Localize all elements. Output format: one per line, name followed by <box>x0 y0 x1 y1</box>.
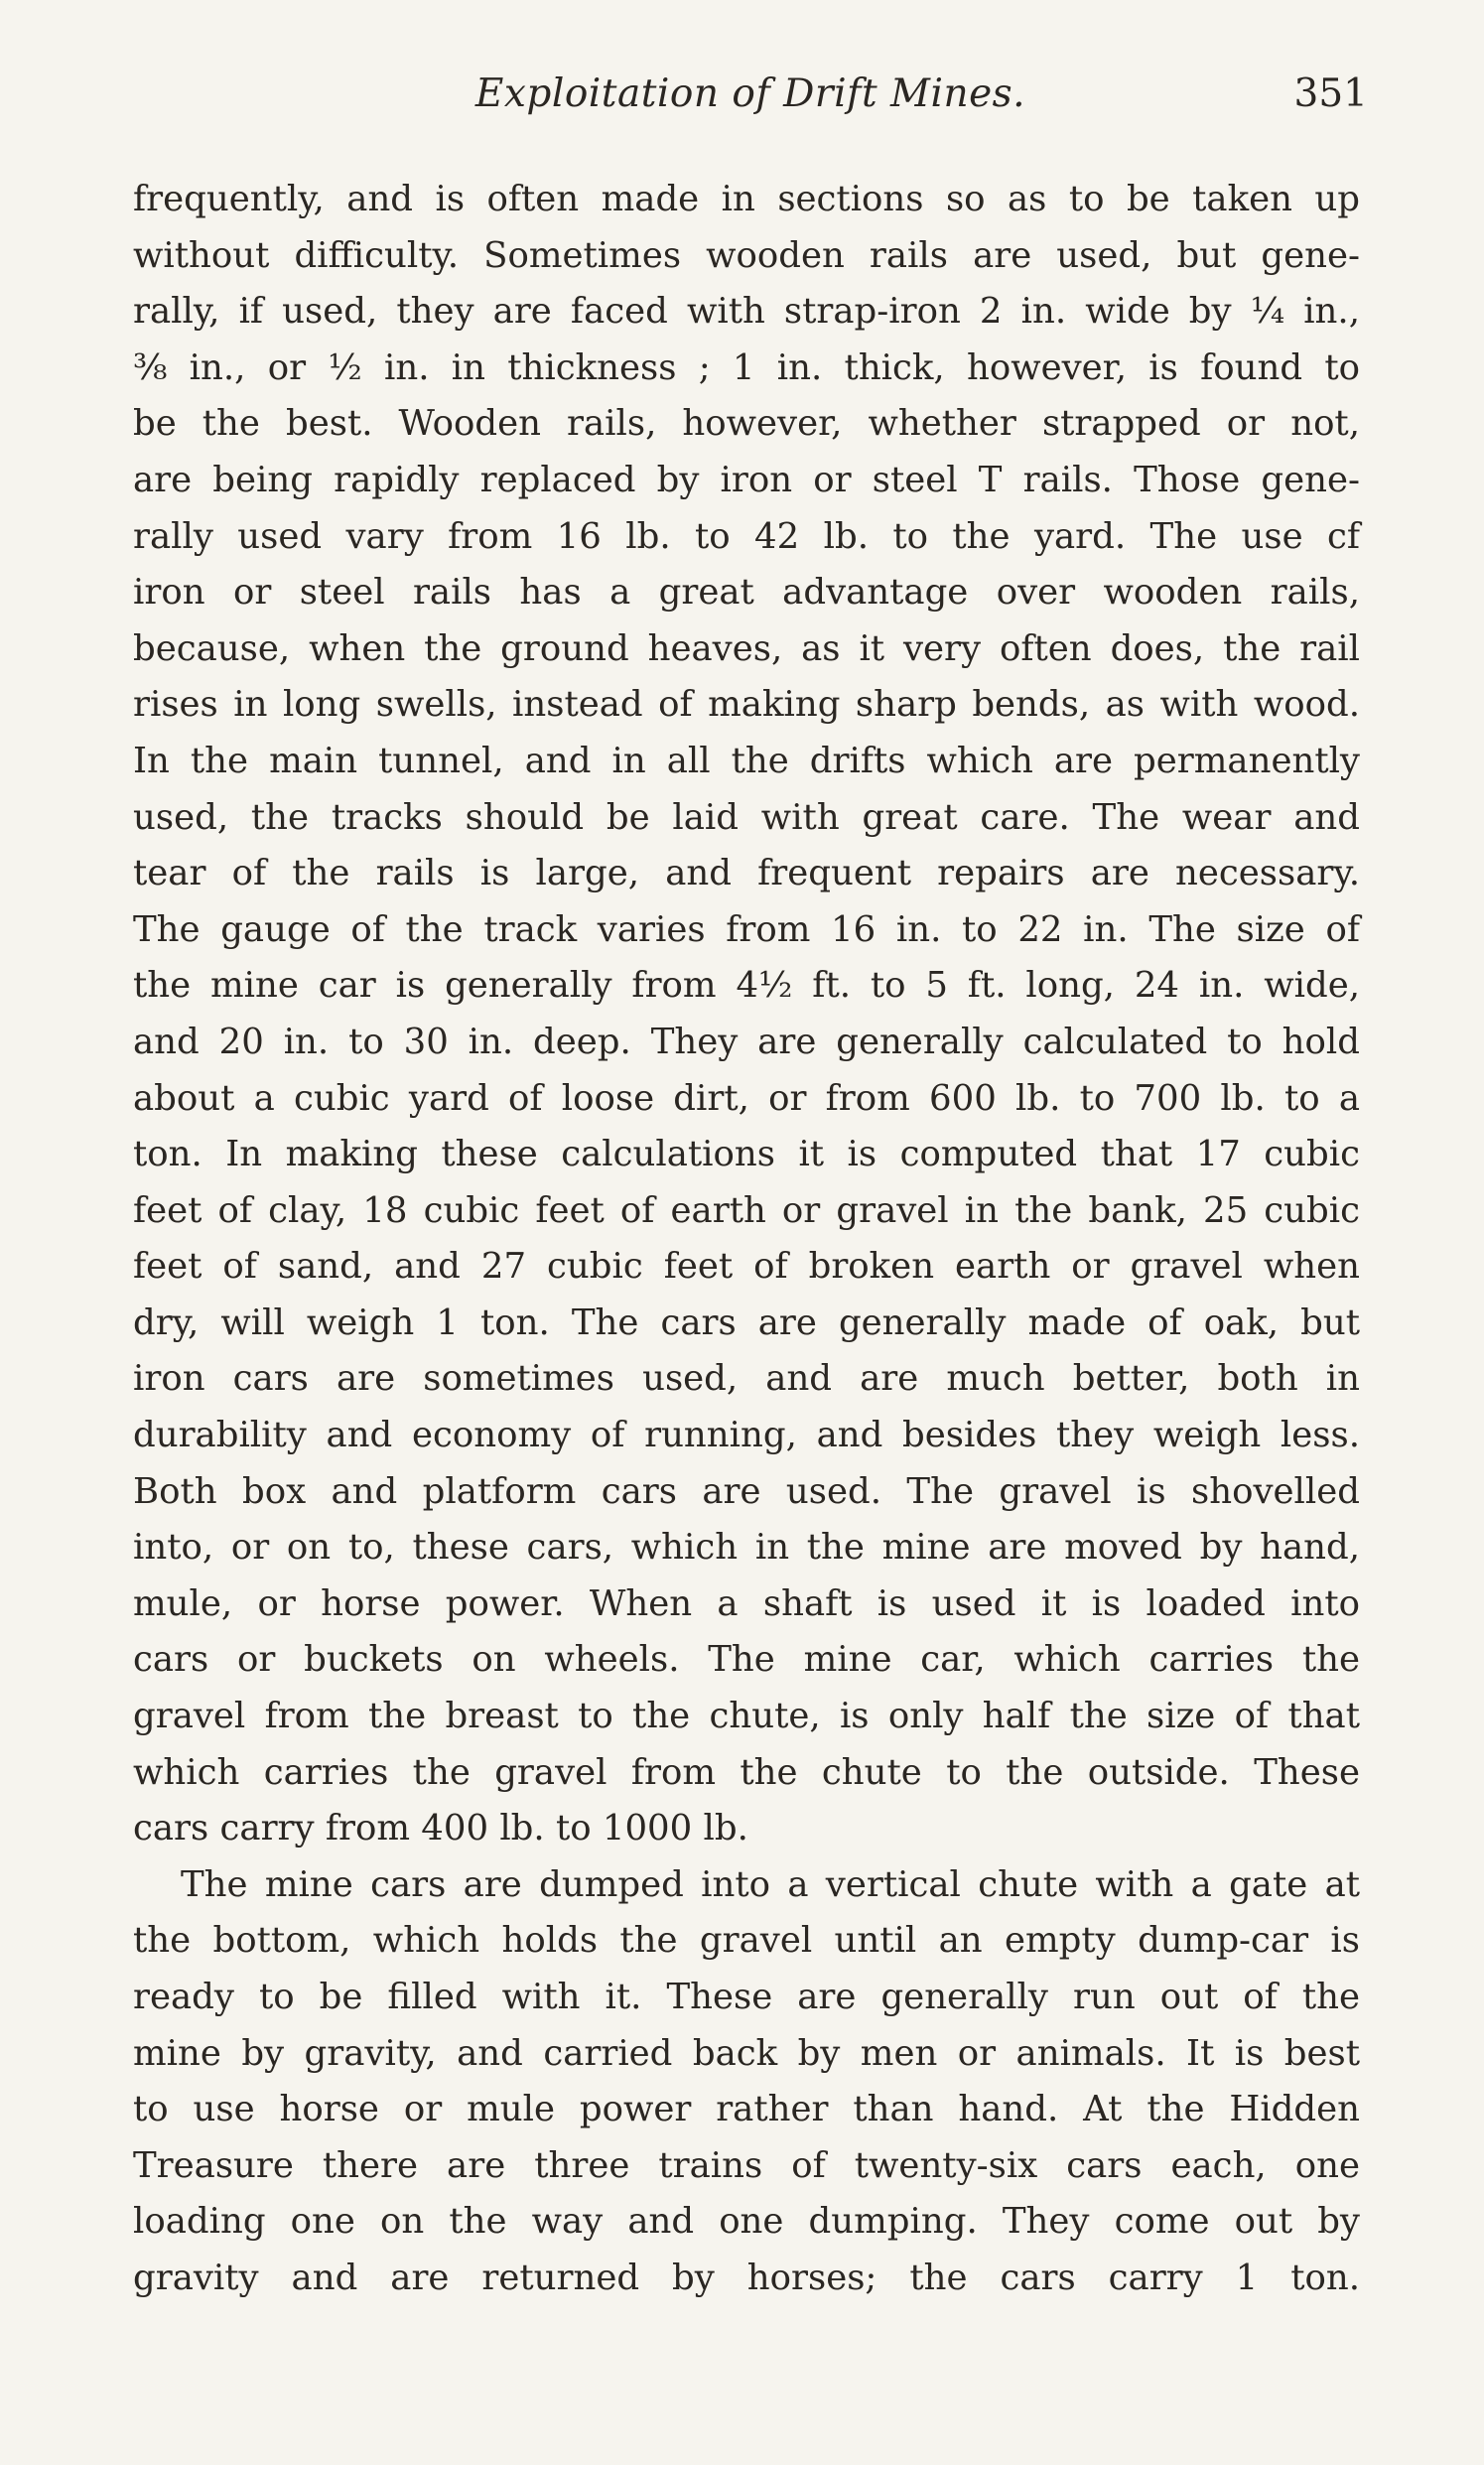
text-line: ready to be filled with it. These are generally run out of the <box>133 1977 1360 2017</box>
text-line: cars or buckets on wheels. The mine car, which carries the <box>133 1639 1360 1681</box>
text-line: ⅜ in., or ½ in. in thickness ; 1 in. thick, however, is found to <box>133 346 1360 388</box>
text-line: Treasure there are three trains of twenty-six cars each, one <box>133 2144 1360 2186</box>
paragraph-1 <box>133 172 1360 1857</box>
text-line: loading one on the way and one dumping. They come out by <box>133 2201 1360 2243</box>
paragraph-2 <box>133 1857 1360 2307</box>
body-text <box>133 172 1360 2307</box>
text-line: the bottom, which holds the gravel until an empty dump-car is <box>133 1920 1360 1962</box>
text-line: rises in long swells, instead of making sharp bends, as with wood. <box>133 684 1360 726</box>
text-line: Both box and platform cars are used. The gravel is shovelled <box>133 1470 1360 1512</box>
text-line: dry, will weigh 1 ton. The cars are generally made of oak, but <box>133 1301 1360 1343</box>
text-line: cars carry from 400 lb. to 1000 lb. <box>133 1808 748 1849</box>
text-line: rally, if used, they are faced with strap-iron 2 in. wide by ¼ in., <box>133 291 1360 333</box>
text-line: because, when the ground heaves, as it very often does, the rail <box>133 627 1360 669</box>
text-line: The mine cars are dumped into a vertical chute with a gate at <box>181 1863 1360 1905</box>
running-header <box>133 71 1368 131</box>
text-line: about a cubic yard of loose dirt, or from 600 lb. to 700 lb. to a <box>133 1077 1360 1119</box>
text-line: iron or steel rails has a great advantage over wooden rails, <box>133 572 1360 614</box>
text-line: The gauge of the track varies from 16 in. to 22 in. The size of <box>133 908 1360 950</box>
text-line: to use horse or mule power rather than hand. At the Hidden <box>133 2089 1360 2130</box>
text-line: frequently, and is often made in sections so as to be taken up <box>133 179 1360 219</box>
text-line: which carries the gravel from the chute to the outside. These <box>133 1751 1360 1793</box>
text-line: mule, or horse power. When a shaft is used it is loaded into <box>133 1582 1360 1624</box>
text-line: without difficulty. Sometimes wooden rails are used, but gene- <box>133 234 1360 276</box>
text-line: gravity and are returned by horses; the cars carry 1 ton. <box>133 2257 1360 2298</box>
running-title: Exploitation of Drift Mines. <box>474 71 1026 116</box>
page-number: 351 <box>1293 71 1368 116</box>
text-line: feet of sand, and 27 cubic feet of broken earth or gravel when <box>133 1246 1360 1288</box>
text-line: rally used vary from 16 lb. to 42 lb. to the yard. The use cf <box>133 515 1360 557</box>
text-line: and 20 in. to 30 in. deep. They are generally calculated to hold <box>133 1021 1360 1062</box>
text-line: durability and economy of running, and besides they weigh less. <box>133 1415 1360 1456</box>
text-line: mine by gravity, and carried back by men or animals. It is best <box>133 2032 1360 2074</box>
text-line: into, or on to, these cars, which in the mine are moved by hand, <box>133 1527 1360 1569</box>
text-line: iron cars are sometimes used, and are much better, both in <box>133 1358 1360 1400</box>
text-line: feet of clay, 18 cubic feet of earth or gravel in the bank, 25 cubic <box>133 1189 1360 1231</box>
text-line: gravel from the breast to the chute, is only half the size of that <box>133 1696 1360 1737</box>
text-line: are being rapidly replaced by iron or steel T rails. Those gene- <box>133 459 1360 500</box>
text-line: tear of the rails is large, and frequent repairs are necessary. <box>133 853 1360 894</box>
text-line: used, the tracks should be laid with great care. The wear and <box>133 796 1360 838</box>
text-line: In the main tunnel, and in all the drifts which are permanently <box>133 740 1360 781</box>
text-line: ton. In making these calculations it is computed that 17 cubic <box>133 1134 1360 1175</box>
text-line: be the best. Wooden rails, however, whether strapped or not, <box>133 403 1360 445</box>
text-line: the mine car is generally from 4½ ft. to 5 ft. long, 24 in. wide, <box>133 965 1360 1007</box>
